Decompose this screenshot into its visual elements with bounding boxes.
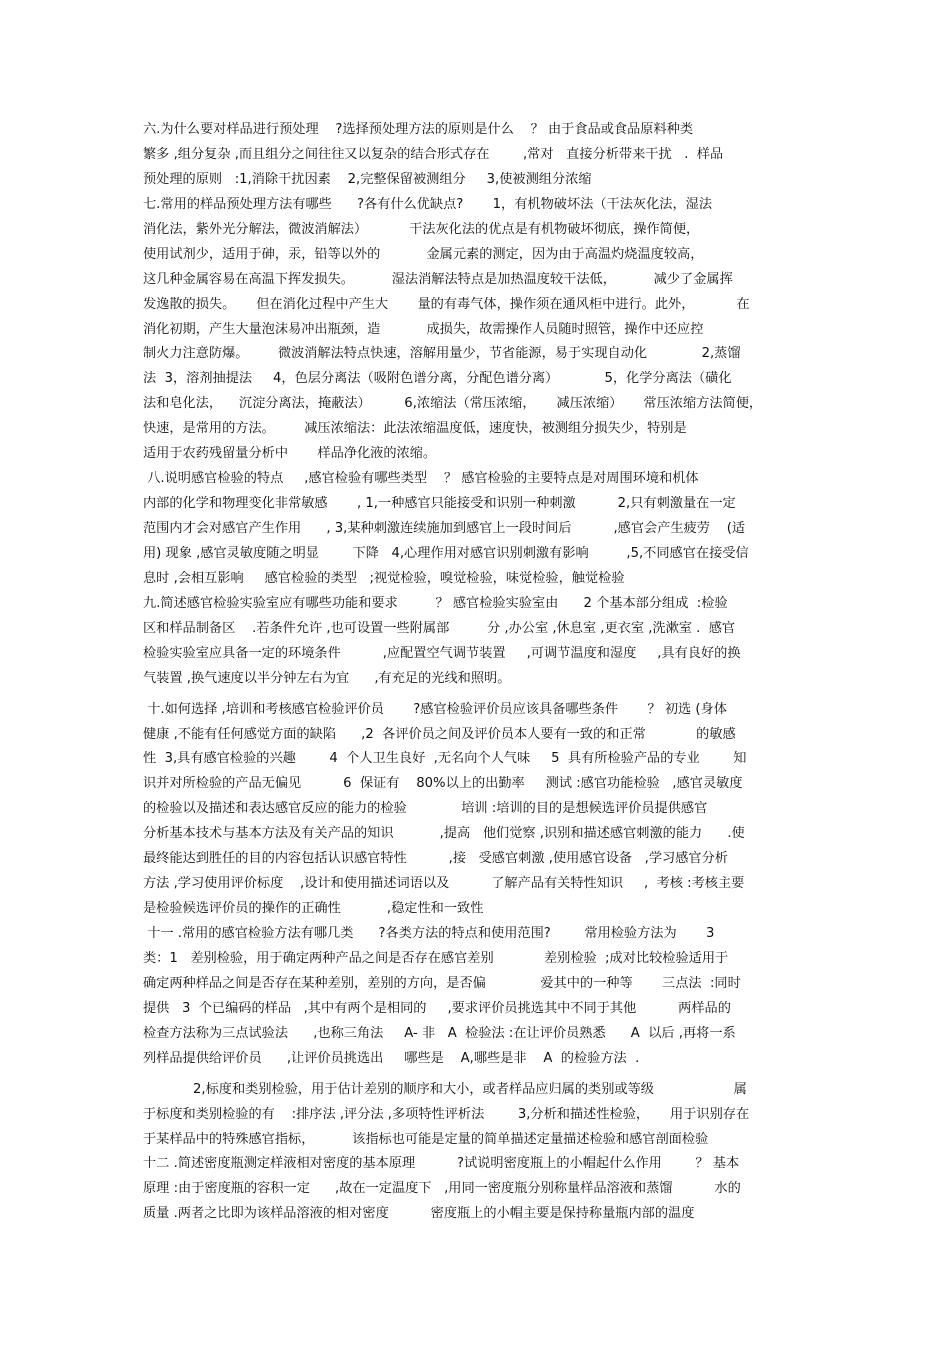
text-line: 质量 .两者之比即为该样品溶液的相对密度 密度瓶上的小帽主要是保持称量瓶内部的温度 — [143, 1206, 695, 1222]
text-line: 繁多 ,组分复杂 ,而且组分之间往往又以复杂的结合形式存在 ,常对 直接分析带来干扰 . 样品 — [143, 146, 724, 162]
text-line: 识并对所检验的产品无偏见 6 保证有 80%以上的出勤率 测试 :感官功能检验 ,感官灵敏度 — [143, 776, 743, 792]
text-line: 列样品提供给评价员 ,让评价员挑选出 哪些是 A,哪些是非 A 的检验方法 . — [143, 1050, 640, 1066]
text-line: 2,标度和类别检验，用于估计差别的顺序和大小，或者样品应归属的类别或等级 属 — [193, 1081, 747, 1097]
text-line: 检验实验室应具备一定的环境条件 ,应配置空气调节装置 ,可调节温度和湿度 ,具有良好的换 — [143, 645, 741, 661]
text-line: 制火力注意防爆。 微波消解法特点快速，溶解用量少，节省能源，易于实现自动化 2,蒸馏 — [143, 346, 741, 362]
text-line: 性 3,具有感官检验的兴趣 4 个人卫生良好 ,无名向个人气味 5 具有所检验产品的专业 知 — [143, 751, 747, 767]
text-line: 用) 现象 ,感官灵敏度随之明显 下降 4,心理作用对感官识别刺激有影响 ,5,不同感官在接受信 — [143, 545, 749, 561]
text-line: 内部的化学和物理变化非常敏感 , 1,一种感官只能接受和识别一种刺激 2,只有刺激量在一定 — [143, 496, 736, 512]
text-line: 提供 3 个已编码的样品 ,其中有两个是相同的 ,要求评价员挑选其中不同于其他 两样品的 — [143, 1000, 731, 1016]
text-line: 法 3，溶剂抽提法 4，色层分离法（吸附色谱分离，分配色谱分离） 5，化学分离法（磺化 — [143, 371, 732, 387]
text-line: 适用于农药残留量分析中 样品净化液的浓缩。 — [143, 446, 437, 462]
text-line: 方法 ,学习使用评价标度 ,设计和使用描述词语以及 了解产品有关特性知识 , 考核 :考核主要 — [143, 876, 745, 892]
text-line: 十二 .简述密度瓶测定样液相对密度的基本原理 ?试说明密度瓶上的小帽起什么作用 ？ 基本 — [143, 1156, 740, 1172]
text-line: 发逸散的损失。 但在消化过程中产生大 量的有毒气体，操作须在通风柜中进行。此外， 在 — [143, 296, 750, 312]
text-line: 十.如何选择 ,培训和考核感官检验评价员 ?感官检验评价员应该具备哪些条件 ？ 初选 (身体 — [143, 701, 727, 717]
text-line: 分析基本技术与基本方法及有关产品的知识 ,提高 他们觉察 ,识别和描述感官刺激的能力 .使 — [143, 826, 745, 842]
text-line: 六.为什么要对样品进行预处理 ?选择预处理方法的原则是什么 ？ 由于食品或食品原料种类 — [143, 122, 694, 137]
text-line: 八.说明感官检验的特点 ,感官检验有哪些类型 ？ 感官检验的主要特点是对周围环境和机体 — [143, 471, 699, 487]
text-line: 的检验以及描述和表达感官反应的能力的检验 培训 :培训的目的是想候选评价员提供感官 — [143, 801, 708, 817]
text-line: 最终能达到胜任的目的内容包括认识感官特性 ,接 受感官刺激 ,使用感官设备 ,学习感官分析 — [143, 851, 728, 867]
text-line: 法和皂化法， 沉淀分离法，掩蔽法） 6,浓缩法（常压浓缩， 减压浓缩） 常压浓缩方法简便， — [143, 396, 763, 412]
document-body — [0, 118, 950, 1227]
text-line: 类：1 差别检验，用于确定两种产品之间是否存在感官差别 差别检验 ;成对比较检验适用于 — [143, 950, 729, 966]
text-line: 七.常用的样品预处理方法有哪些 ?各有什么优缺点? 1，有机物破坏法（干法灰化法，湿法 — [143, 196, 713, 212]
text-line: 预处理的原则 :1,消除干扰因素 2,完整保留被测组分 3,使被测组分浓缩 — [143, 171, 592, 187]
text-line: 气装置 ,换气速度以半分钟左右为宜 ,有充足的光线和照明。 — [143, 670, 511, 686]
text-line: 确定两种样品之间是否存在某种差别，差别的方向，是否偏 爱其中的一种等 三点法 :同时 — [143, 975, 741, 991]
text-line: 健康 ,不能有任何感觉方面的缺陷 ,2 各评价员之间及评价员本人要有一致的和正常 的敏感 — [143, 726, 736, 742]
text-line: 快速，是常用的方法。 减压浓缩法：此法浓缩温度低，速度快，被测组分损失少，特别是 — [143, 421, 687, 437]
text-line: 检查方法称为三点试验法 ,也称三角法 A- 非 A 检验法 :在让评价员熟悉 A 以后 ,再将一系 — [143, 1025, 736, 1041]
text-line: 这几种金属容易在高温下挥发损失。 湿法消解法特点是加热温度较干法低， 减少了金属挥 — [143, 271, 733, 287]
text-line: 范围内才会对感官产生作用 , 3,某种刺激连续施加到感官上一段时间后 ,感官会产生疲劳 (适 — [143, 521, 746, 536]
text-line: 于某样品中的特殊感官指标， 该指标也可能是定量的简单描述定量描述检验和感官剖面检验 — [143, 1131, 709, 1147]
text-line: 消化初期，产生大量泡沫易冲出瓶颈，造 成损失，故需操作人员随时照管，操作中还应控 — [143, 321, 704, 337]
text-line: 消化法，紫外光分解法，微波消解法） 干法灰化法的优点是有机物破坏彻底，操作简便， — [143, 221, 700, 237]
text-line: 是检验候选评价员的操作的正确性 ,稳定性和一致性 — [143, 901, 484, 917]
text-line: 原理 :由于密度瓶的容积一定 ,故在一定温度下 ,用同一密度瓶分别称量样品溶液和蒸馏 水的 — [143, 1181, 741, 1197]
text-line: 使用试剂少，适用于砷，汞，铅等以外的 金属元素的测定，因为由于高温灼烧温度较高， — [143, 246, 704, 262]
text-line: 于标度和类别检验的有 :排序法 ,评分法 ,多项特性评析法 3,分析和描述性检验， 用于识别存在 — [143, 1106, 750, 1122]
text-line: 九.简述感官检验实验室应有哪些功能和要求 ？ 感官检验实验室由 2 个基本部分组成 :检验 — [143, 595, 728, 611]
text-line: 区和样品制备区 .若条件允许 ,也可设置一些附属部 分 ,办公室 ,休息室 ,更衣室 ,洗漱室 . 感官 — [143, 620, 736, 636]
text-line: 十一 .常用的感官检验方法有哪几类 ?各类方法的特点和使用范围? 常用检验方法为 3 — [143, 926, 715, 941]
text-line: 息时 ,会相互影响 感官检验的类型 ;视觉检验，嗅觉检验，味觉检验，触觉检验 — [143, 570, 625, 586]
